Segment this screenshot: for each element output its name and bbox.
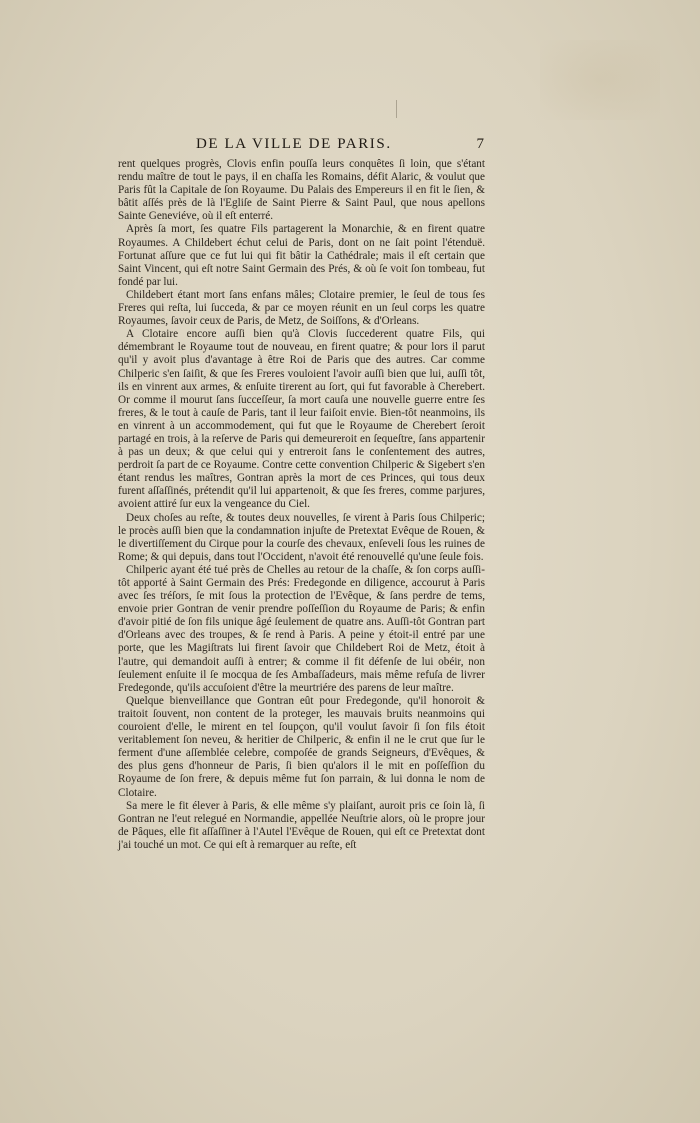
paper-stain bbox=[540, 40, 660, 120]
running-title: DE LA VILLE DE PARIS. bbox=[196, 136, 392, 152]
paper-fold-mark bbox=[396, 100, 397, 118]
page-number: 7 bbox=[476, 136, 484, 152]
paragraph: Quelque bienveillance que Gontran eût pour Fredegonde, qu'il honoroit & traitoit ſouvent, non content de la proteger, les mauvais bruits neanmoins qui couroient d'elle, le mirent en tel ſoupçon, qu'il voulut ſavoir ſi ſon fils étoit veritablement ſon neveu, & heritier de Chilperic, & enfin il ne le crut que ſur le ferment d'une aſſemblée celebre, compoſée de grands Seigneurs, d'Evêques, & des plus gens d'honneur de Paris, ſi bien qu'alors il le mit en poſſeſſion du Royaume de ſon frere, & depuis même fut ſon parrain, & lui donna le nom de Clotaire. bbox=[118, 694, 485, 799]
paragraph: Après ſa mort, ſes quatre Fils partagerent la Monarchie, & en firent quatre Royaumes. A Childebert échut celui de Paris, dont on ne ſait point l'étenduë. Fortunat aſſure que ce fut lui qui fit bâtir la Cathédrale; mais il eſt certain que Saint Vincent, qui eſt notre Saint Germain des Prés, & où ſe voit ſon tombeau, fut fondé par lui. bbox=[118, 223, 485, 288]
paragraph: Chilperic ayant été tué près de Chelles au retour de la chaſſe, & ſon corps auſſi-tôt apporté à Saint Germain des Prés: Fredegonde en diligence, accourut à Paris avec ſes tréſors, ſe mit ſous la protection de l'Evêque, & ſans perdre de tems, envoie prier Gontran de venir prendre poſſeſſion du Royaume de Paris; & enfin d'avoir pitié de ſon fils unique âgé ſeulement de quatre ans. Auſſi-tôt Gontran part d'Orleans avec des troupes, & ſe rend à Paris. A peine y étoit-il entré par une porte, que les Magiſtrats lui firent ſavoir que Childebert Roi de Metz, étoit à l'autre, qui demandoit auſſi à entrer; & comme il fit défenſe de lui obéir, non ſeulement enſuite il ſe mocqua de ſes Ambaſſadeurs, mais même refuſa de livrer Fredegonde, qu'ils accuſoient d'être la meurtriére des parens de leur maître. bbox=[118, 563, 485, 694]
paragraph: rent quelques progrès, Clovis enfin pouſſa leurs conquêtes ſi loin, que s'étant rendu maître de tout le pays, il en chaſſa les Romains, défit Alaric, & voulut que Paris fût la Capitale de ſon Royaume. Du Palais des Empereurs il en fit le ſien, & bâtit aſſés près de là l'Egliſe de Saint Pierre & Saint Paul, que nous apellons Sainte Geneviéve, où il eſt enterré. bbox=[118, 158, 485, 223]
paragraph: Sa mere le fit élever à Paris, & elle même s'y plaiſant, auroit pris ce ſoin là, ſi Gontran ne l'eut relegué en Normandie, appellée Neuſtrie alors, où le propre jour de Pâques, elle fit aſſaſſiner à l'Autel l'Evêque de Rouen, qui eſt ce Pretextat dont j'ai touché un mot. Ce qui eſt à remarquer au reſte, eſt bbox=[118, 799, 485, 851]
paragraph: Childebert étant mort ſans enfans mâles; Clotaire premier, le ſeul de tous ſes Freres qui reſta, lui ſucceda, & par ce moyen réunit en un ſeul corps les quatre Royaumes, ſavoir ceux de Paris, de Metz, de Soiſſons, & d'Orleans. bbox=[118, 288, 485, 328]
paragraph: Deux choſes au reſte, & toutes deux nouvelles, ſe virent à Paris ſous Chilperic; le procès auſſi bien que la condamnation injuſte de Pretextat Evêque de Rouen, & le divertiſſement du Cirque pour la courſe des chevaux, enſeveli ſous les ruines de Rome; & qui depuis, dans tout l'Occident, n'avoit été renouvellé qu'une ſeule fois. bbox=[118, 511, 485, 563]
paragraph: A Clotaire encore auſſi bien qu'à Clovis ſuccederent quatre Fils, qui démembrant le Royaume tout de nouveau, en firent quatre; & pour lors il parut qu'il y avoit plus d'avantage à être Roi de Paris que des autres. Car comme Chilperic s'en ſaiſit, & que ſes Freres vouloient l'avoir auſſi bien que lui, auſſi tôt, ils en vinrent aux armes, & enſuite tirerent au ſort, qui fut favorable à Cherebert. Or comme il mourut ſans ſucceſſeur, ſa mort cauſa une nouvelle guerre entre ſes freres, & le tout à cauſe de Paris, tant il leur faiſoit envie. Bien-tôt neanmoins, ils en vinrent à un accommodement, qui fut que le Royaume de Cherebert ſeroit partagé en trois, à la reſerve de Paris qui demeureroit en ſequeſtre, ſans appartenir à pas un deux; & que celui qui y entreroit ſans le conſentement des autres, perdroit ſa part de ce Royaume. Contre cette convention Chilperic & Sigebert s'en étant rendus les maîtres, Gontran après la mort de ces Princes, qui tous deux furent aſſaſſinés, prétendit qu'il lui appartenoit, & que ſes freres, comme parjures, avoient attiré ſur eux la vengeance du Ciel. bbox=[118, 328, 485, 511]
body-text bbox=[118, 158, 485, 852]
